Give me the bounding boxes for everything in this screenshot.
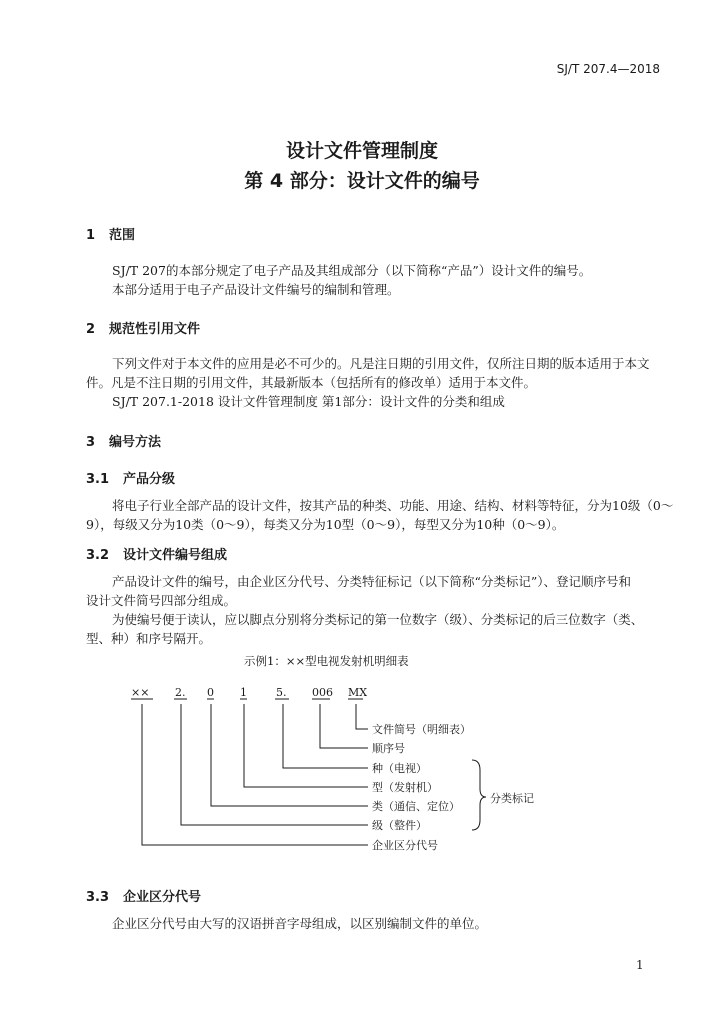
example-caption: 示例1：××型电视发射机明细表 (244, 654, 409, 668)
brace-label-classification: 分类标记 (490, 792, 534, 805)
section-title: 范围 (109, 228, 136, 243)
section-title: 设计文件编号组成 (123, 548, 228, 563)
document-title-line2: 第 4 部分：设计文件的编号 (244, 170, 480, 192)
section-2-para-line-2: 件。凡是不注日期的引用文件，其最新版本（包括所有的修改单）适用于本文件。 (86, 375, 537, 390)
code-part-sequence: 006 (312, 686, 333, 699)
section-number: 1 (86, 228, 96, 243)
section-3-3-para: 企业区分代号由大写的汉语拼音字母组成，以区别编制文件的单位。 (112, 916, 488, 931)
section-number: 3 (86, 435, 96, 450)
section-number: 2 (86, 322, 96, 337)
page-number: 1 (636, 958, 644, 972)
label-sequence-number: 顺序号 (372, 742, 405, 755)
section-title: 产品分级 (123, 472, 176, 487)
document-title-line1: 设计文件管理制度 (285, 140, 438, 162)
code-part-level: 2. (175, 686, 186, 699)
code-part-type: 1 (240, 686, 247, 699)
section-2-para-line-1: 下列文件对于本文件的应用是必不可少的。凡是注日期的引用文件，仅所注日期的版本适用于本文 (112, 356, 650, 371)
label-document-code: 文件简号（明细表） (372, 723, 471, 736)
label-level: 级（整件） (372, 819, 427, 832)
section-1-para-2: 本部分适用于电子产品设计文件编号的编制和管理。 (112, 282, 400, 297)
section-number: 3.3 (86, 890, 110, 905)
section-title: 规范性引用文件 (109, 322, 201, 337)
code-part-enterprise: ×× (131, 686, 150, 699)
code-part-document-code: MX (348, 686, 368, 699)
section-3-3-heading (86, 886, 201, 905)
section-1-para-1: SJ/T 207的本部分规定了电子产品及其组成部分（以下简称“产品”）设计文件的编号。 (112, 263, 592, 278)
code-part-kind: 5. (276, 686, 287, 699)
label-enterprise-code: 企业区分代号 (372, 839, 438, 852)
label-type: 型（发射机） (372, 781, 438, 794)
section-title: 编号方法 (109, 435, 162, 450)
section-3-1-para-line-1: 将电子行业全部产品的设计文件，按其产品的种类、功能、用途、结构、材料等特征，分为10级（0～ (112, 498, 674, 513)
label-class: 类（通信、定位） (372, 800, 460, 813)
section-3-2-para-1-line-2: 设计文件简号四部分组成。 (86, 593, 237, 608)
section-number: 3.1 (86, 472, 110, 487)
label-kind: 种（电视） (372, 762, 427, 775)
section-number: 3.2 (86, 548, 110, 563)
standard-number: SJ/T 207.4—2018 (556, 62, 660, 76)
normative-reference: SJ/T 207.1-2018 设计文件管理制度 第1部分：设计文件的分类和组成 (112, 394, 505, 409)
section-3-1-para-line-2: 9），每级又分为10类（0～9），每类又分为10型（0～9），每型又分为10种（0～9）。 (86, 517, 565, 532)
section-3-2-para-2-line-2: 型、种）和序号隔开。 (86, 631, 212, 646)
section-3-2-para-1-line-1: 产品设计文件的编号，由企业区分代号、分类特征标记（以下简称“分类标记”）、登记顺序号和 (112, 574, 632, 589)
code-part-class: 0 (207, 686, 214, 699)
section-3-2-para-2-line-1: 为使编号便于读认，应以脚点分别将分类标记的第一位数字（级）、分类标记的后三位数字（类、 (112, 612, 644, 627)
section-title: 企业区分代号 (123, 890, 202, 905)
